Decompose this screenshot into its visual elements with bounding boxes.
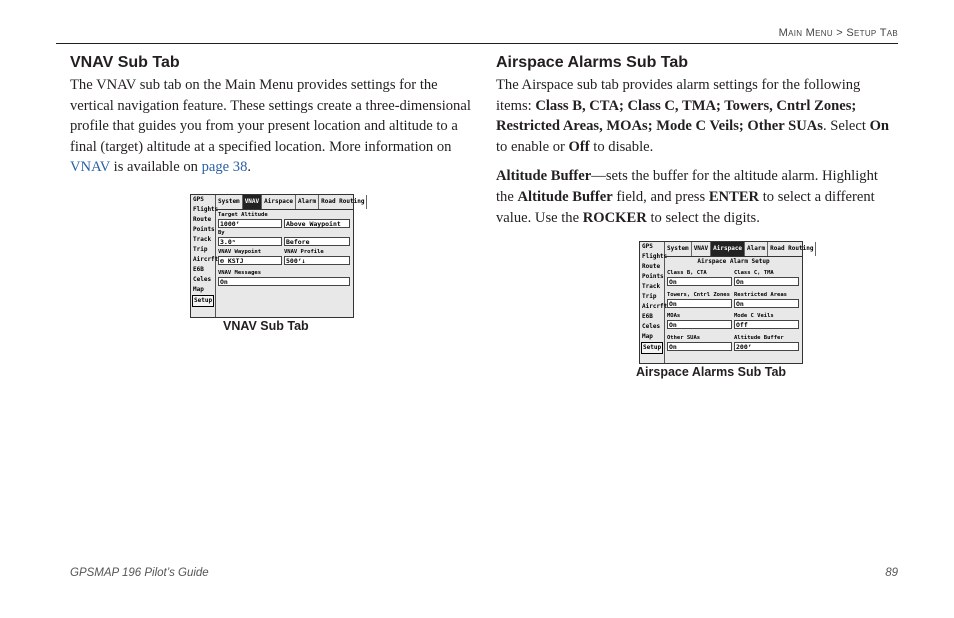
airspace-side-item-aircrft[interactable]: Aircrft [642,303,668,310]
buffer-text-a: —sets the buffer for the altitude alarm. Highlight the [496,168,878,205]
altitude-buffer-description [496,166,896,228]
class-c-tma-label: Class C, TMA [734,270,774,276]
airspace-section [496,54,896,228]
vnav-side-item-track[interactable]: Track [193,236,212,243]
mode-c-veils-label: Mode C Veils [734,313,774,319]
airspace-tab-alarm[interactable]: Alarm [745,242,768,256]
target-altitude-label: Target Altitude [218,212,268,218]
other-suas-field[interactable]: On [667,342,732,351]
buffer-text-c: to select a different value. Use the [496,188,875,226]
header-separator: > [836,27,844,39]
vnav-link[interactable]: VNAV [70,159,111,176]
altitude-buffer-field-term: Altitude Buffer [517,188,613,205]
vnav-side-item-flights[interactable]: Flights [193,206,219,213]
vnav-tab-alarm[interactable]: Alarm [296,195,319,209]
vnav-side-item-aircrft[interactable]: Aircrft [193,256,219,263]
airspace-side-item-setup[interactable]: Setup [641,342,663,354]
enter-key-term: ENTER [708,188,760,205]
on-term: On [869,118,890,135]
airspace-tab-airspace[interactable]: Airspace [711,242,745,256]
running-header [779,27,898,39]
airspace-side-item-e6b[interactable]: E6B [642,313,653,320]
airspace-title: Airspace Alarms Sub Tab [496,54,689,71]
towers-cntrl-zones-field[interactable]: On [667,299,732,308]
altitude-buffer-label: Altitude Buffer [734,334,784,341]
vnav-tab-bar [216,195,365,210]
airspace-side-item-celes[interactable]: Celes [642,323,661,330]
restricted-areas-field[interactable]: On [734,299,799,308]
header-rule [56,43,898,44]
vnav-tab-airspace[interactable]: Airspace [262,195,296,209]
page-38-link[interactable]: page 38 [201,159,248,176]
airspace-tab-vnav[interactable]: VNAV [692,242,711,256]
vnav-text-end: . [247,159,252,176]
vnav-side-item-celes[interactable]: Celes [193,276,212,283]
off-term: Off [568,138,590,155]
vnav-side-item-map[interactable]: Map [193,286,204,293]
vnav-tab-road-routing[interactable]: Road Routing [319,195,367,209]
vnav-side-item-setup[interactable]: Setup [192,295,214,307]
vnav-side-item-trip[interactable]: Trip [193,246,208,253]
vnav-side-item-route[interactable]: Route [193,216,212,223]
header-subsection: Setup Tab [846,27,898,39]
vnav-waypoint-field[interactable]: ⊕ KSTJ [218,256,282,265]
airspace-description [496,75,896,157]
airspace-side-item-flights[interactable]: Flights [642,253,668,260]
airspace-tab-bar [665,242,814,257]
airspace-tab-system[interactable]: System [665,242,692,256]
airspace-text-d: to disable. [589,138,654,155]
header-section: Main Menu [778,27,833,39]
target-reference-field[interactable]: Above Waypoint [284,219,350,228]
class-b-cta-field[interactable]: On [667,277,732,286]
vnav-messages-label: VNAV Messages [218,270,262,276]
vnav-profile-label: VNAV Profile [284,249,324,255]
airspace-text-b: . Select [822,118,870,135]
footer-guide-title: GPSMAP 196 Pilot’s Guide [70,567,209,579]
airspace-text-a: The Airspace sub tab provides alarm settings for the following items: [496,77,861,114]
vnav-title: VNAV Sub Tab [70,54,180,71]
by-label: By [218,230,225,236]
airspace-side-item-gps[interactable]: GPS [642,243,653,250]
other-suas-label: Other SUAs [667,334,701,341]
airspace-setup-title: Airspace Alarm Setup [697,258,770,265]
vnav-description [70,75,476,178]
airspace-side-item-track[interactable]: Track [642,283,661,290]
vnav-text-mid: is available on [110,159,202,176]
class-c-tma-field[interactable]: On [734,277,799,286]
vnav-profile-field[interactable]: 500ᶠ↓ [284,256,350,265]
buffer-text-b: field, and press [612,188,709,205]
airspace-screen [639,241,814,364]
airspace-panel [665,257,802,363]
moas-label: MOAs [667,313,681,319]
vnav-text: The VNAV sub tab on the Main Menu provides settings for the vertical navigation feature. These settings create a three-dimensional profile that guides you from your present location and altitude to a final (target) altitude at a specified location. More information on [70,77,471,155]
vnav-side-item-e6b[interactable]: E6B [193,266,204,273]
moas-field[interactable]: On [667,320,732,329]
airspace-items: Class B, CTA; Class C, TMA; Towers, Cntrl Zones; Restricted Areas, MOAs; Mode C Veils; Other SUAs [496,97,857,135]
vnav-tab-system[interactable]: System [216,195,243,209]
altitude-buffer-field[interactable]: 200ᶠ [734,342,799,351]
altitude-buffer-term: Altitude Buffer [496,168,592,185]
vnav-section [70,54,476,178]
airspace-side-menu [640,242,668,363]
vnav-screen [190,194,365,318]
airspace-side-item-map[interactable]: Map [642,333,653,340]
airspace-text-c: to enable or [496,138,569,155]
airspace-tab-road-routing[interactable]: Road Routing [768,242,816,256]
vnav-panel [216,210,353,317]
vnav-tab-vnav[interactable]: VNAV [243,195,262,209]
airspace-side-item-route[interactable]: Route [642,263,661,270]
vnav-messages-field[interactable]: On [218,277,350,286]
airspace-caption: Airspace Alarms Sub Tab [636,365,787,379]
rocker-term: ROCKER [582,209,647,226]
by-distance-field[interactable]: 3.0ⁿ [218,237,282,246]
footer-page-number: 89 [885,567,898,579]
by-reference-field[interactable]: Before [284,237,350,246]
vnav-side-item-points[interactable]: Points [193,226,215,233]
mode-c-veils-field[interactable]: Off [734,320,799,329]
restricted-areas-label: Restricted Areas [734,291,787,298]
target-altitude-field[interactable]: 1000ᶠ [218,219,282,228]
airspace-side-item-points[interactable]: Points [642,273,664,280]
class-b-cta-label: Class B, CTA [667,270,707,276]
vnav-caption: VNAV Sub Tab [223,319,309,333]
vnav-side-menu [191,195,219,317]
vnav-waypoint-label: VNAV Waypoint [218,249,262,255]
towers-cntrl-zones-label: Towers, Cntrl Zones [667,291,730,298]
vnav-side-item-gps[interactable]: GPS [193,196,204,203]
airspace-side-item-trip[interactable]: Trip [642,293,657,300]
buffer-text-d: to select the digits. [646,209,760,226]
